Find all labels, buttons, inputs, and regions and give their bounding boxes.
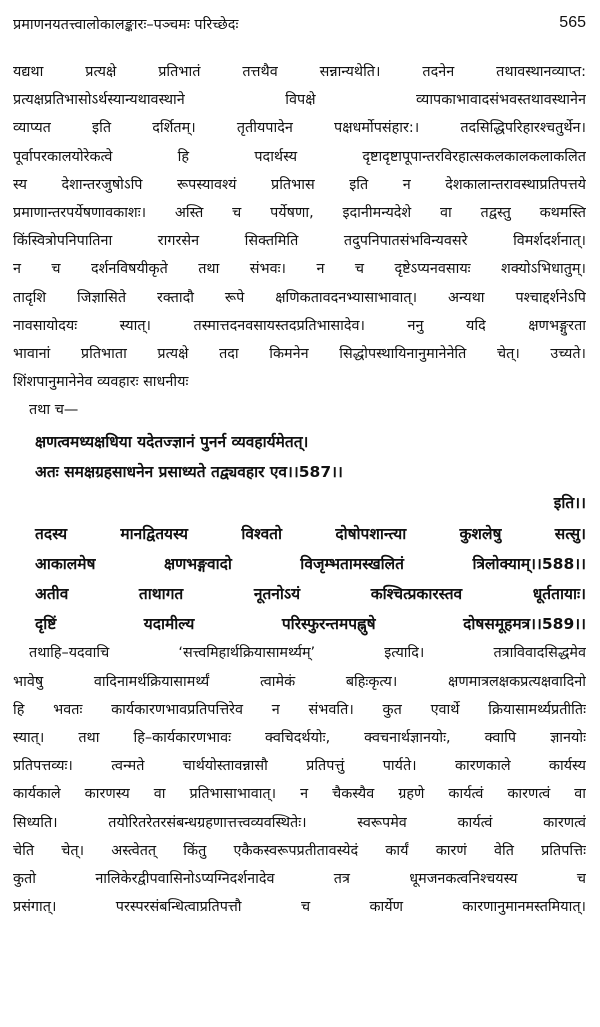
text-line: प्रत्यक्षप्रतिभासोऽर्थस्यान्यथावस्थाने विपक्षे व्यापकाभावादसंभवस्तथावस्थानेन: [13, 92, 586, 109]
verse-587: [13, 427, 586, 487]
page-body: [13, 58, 586, 921]
page-number: 565: [559, 14, 586, 31]
text-line: कार्यकाले कारणस्य वा प्रतिभासाभावात्। न चैकस्यैव ग्रहणे कार्यत्वं कारणत्वं वा: [13, 786, 586, 803]
text-line: कुतो नालिकेरद्वीपवासिनोऽप्यग्निदर्शनादेव तत्र धूमजनकत्वनिश्चयस्य च: [13, 870, 586, 887]
text-line: किंस्वित्रोपनिपातिना रागरसेन सिक्तमिति तदुपनिपातसंभविन्यवसरे विमर्शदर्शनात्।: [13, 233, 586, 250]
text-line: हि भवतः कार्यकारणभावप्रतिपत्तिरेव न संभवति। कुत एवार्थे क्रियासामर्थ्यप्रतीतिः: [13, 701, 586, 718]
running-title: प्रमाणनयतत्त्वालोकालङ्कारः–पञ्चमः परिच्छेदः: [13, 17, 239, 33]
verse-line: आकालमेष क्षणभङ्गवादो विजृम्भतामस्खलितं त्रिलोक्याम्।।588।।: [35, 555, 586, 574]
verse-588: [13, 519, 586, 579]
text-line: प्रतिपत्तव्यः। त्वन्मते चार्थयोस्तावन्नासौ प्रतिपत्तुं पार्यते। कारणकाले कार्यस्य: [13, 758, 586, 775]
paragraph-1: [13, 58, 586, 396]
text-line: स्यात्। तथा हि–कार्यकारणभावः क्वचिदर्थयोः, क्वचनार्थज्ञानयोः, क्वापि ज्ञानयोः: [13, 730, 586, 746]
verse-line: अतः समक्षग्रहसाधनेन प्रसाध्यते तद्व्यवहार एव।।587।।: [35, 463, 343, 482]
verse-line: अतीव ताथागत नूतनोऽयं कश्चित्प्रकारस्तव धूर्ततायाः।: [35, 585, 586, 604]
verse-line: दृष्टिं यदामील्य परिस्फुरन्तमपह्नुषे दोषसमूहमत्र।।589।।: [35, 615, 586, 634]
text-line: तादृशि जिज्ञासिते रक्तादौ रूपे क्षणिकतावदनभ्यासाभावात्। अन्यथा पश्चाद्दर्शनेऽपि: [13, 289, 586, 306]
text-line: भावेषु वादिनामर्थक्रियासामर्थ्यं त्वामेकं बहिःकृत्य। क्षणमात्रलक्षकप्रत्यक्षवादिनो: [13, 673, 586, 690]
iti-marker: इति।।: [553, 494, 586, 513]
text-line: पूर्वापरकालयोरेकत्वे हि पदार्थस्य दृष्टादृष्टापूपान्तरविरहात्सकलकालकलाकलित: [13, 148, 586, 165]
verse-589: [13, 579, 586, 639]
text-line: प्रमाणान्तरपर्येषणावकाशः। अस्ति च पर्येषणा, इदानीमन्यदेशे वा तद्वस्तु कथमस्ति: [13, 204, 586, 221]
text-line: भावानां प्रतिभाता प्रत्यक्षे तदा किमनेन सिद्धोपस्थायिनानुमानेनेति चेत्। उच्यते।: [13, 345, 586, 362]
text-line: स्य देशान्तरजुषोऽपि रूपस्यावश्यं प्रतिभास इति न देशकालान्तरावस्थाप्रतिपत्तये: [13, 176, 586, 193]
paragraph-2: [13, 639, 586, 921]
text-line: व्याप्यत इति दर्शितम्। तृतीयपादेन पक्षधर्मोपसंहार:। तदसिद्धिपरिहारश्चतुर्थेन।: [13, 120, 586, 137]
text-line: यद्यथा प्रत्यक्षे प्रतिभातं तत्तथैव सन्नान्यथेति। तदनेन तथावस्थानव्याप्त:: [13, 64, 586, 80]
tatha-ca-line: तथा च—: [29, 402, 79, 419]
text-line: नावसायोदयः स्यात्। तस्मात्तदनवसायस्तदप्रतिभासादेव। ननु यदि क्षणभङ्गुरता: [13, 317, 586, 334]
verse-line: क्षणत्वमध्यक्षधिया यदेतज्ज्ञानं पुनर्न व्यवहार्यमेतत्।: [35, 433, 309, 452]
text-line: प्रसंगात्। परस्परसंबन्धित्वाप्रतिपत्तौ च कार्येण कारणानुमानमस्तमियात्।: [13, 899, 586, 916]
running-header: [13, 14, 586, 38]
text-line: चेति चेत्। अस्त्वेतत् किंतु एकैकस्वरूपप्रतीतावस्येदं कार्यं कारणं वेति प्रतिपत्तिः: [13, 842, 586, 859]
verse-line: तदस्य मानद्वितयस्य विश्वतो दोषोपशान्त्या कुशलेषु सत्सु।: [35, 525, 586, 544]
text-line: न च दर्शनविषयीकृते तथा संभवः। न च दृष्टेऽप्यनवसायः शक्योऽभिधातुम्।: [13, 261, 586, 278]
text-line: शिंशपानुमानेनेव व्यवहारः साधनीयः: [13, 374, 189, 391]
text-line: तथाहि–यदवाचि ‘सत्त्वमिहार्थक्रियासामर्थ्यम्’ इत्यादि। तत्राविवादसिद्धमेव: [29, 645, 586, 662]
text-line: सिध्यति। तयोरितरेतरसंबन्धग्रहणात्तत्त्वव्यवस्थितेः। स्वरूपमेव कार्यत्वं कारणत्वं: [13, 814, 586, 831]
